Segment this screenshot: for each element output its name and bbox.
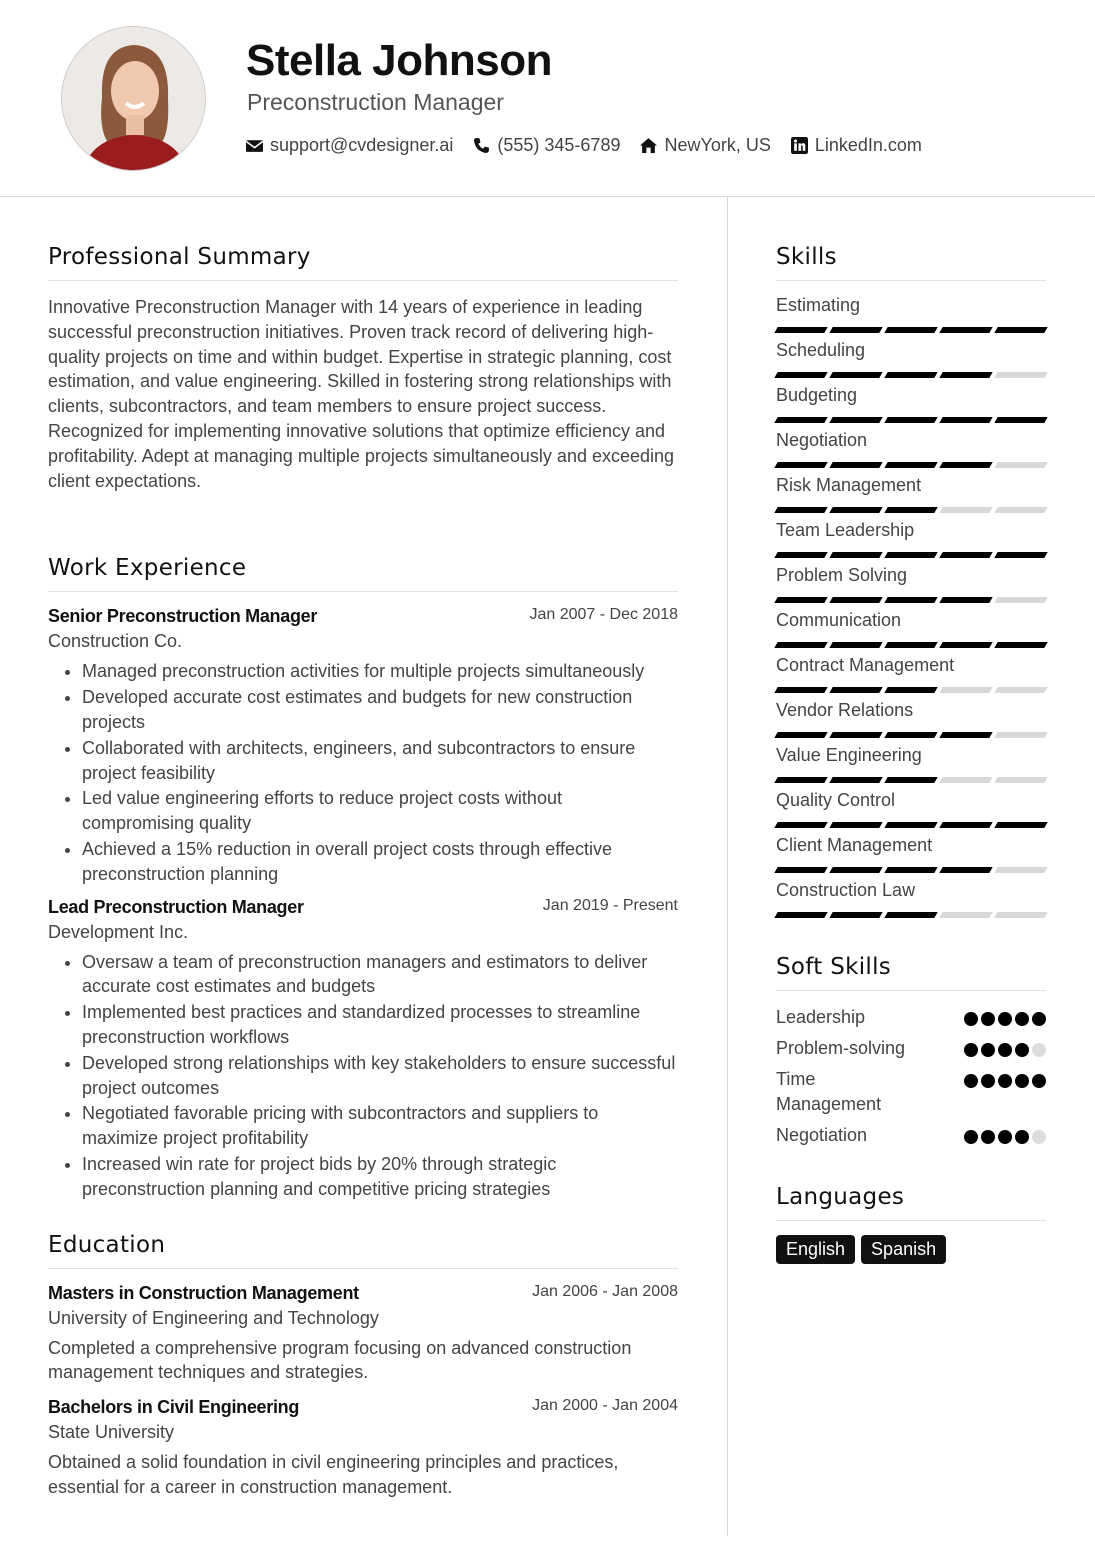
skill-level-bar: [776, 507, 1046, 513]
resume-header: [0, 0, 1095, 197]
skill-level-segment: [994, 822, 1047, 828]
skill-name: Risk Management: [776, 475, 922, 495]
rating-dot: [981, 1043, 995, 1057]
job-bullet: • Achieved a 15% reduction in overall project costs through effective preconstruction planning: [82, 837, 678, 887]
job-company: Development Inc.: [48, 921, 189, 942]
skill-name: Construction Law: [776, 880, 916, 900]
skill-level-segment: [994, 642, 1047, 648]
rating-dot: [964, 1130, 978, 1144]
rating-dot: [981, 1130, 995, 1144]
skill-level-segment: [884, 732, 937, 738]
rating-dot: [981, 1012, 995, 1026]
skill-level-segment: [829, 732, 882, 738]
job-company: Construction Co.: [48, 631, 183, 652]
education-description: Completed a comprehensive program focusing on advanced construction management techniques and strategies.: [48, 1337, 632, 1383]
skill-level-segment: [774, 417, 827, 423]
skill-name: Problem Solving: [776, 565, 908, 585]
skill-level-segment: [774, 507, 827, 513]
skill-item: [776, 610, 1046, 648]
skill-name: Budgeting: [776, 385, 858, 405]
skill-level-segment: [829, 687, 882, 693]
skill-level-segment: [939, 912, 992, 918]
skill-level-segment: [939, 372, 992, 378]
skill-level-segment: [994, 777, 1047, 783]
skill-item: [776, 880, 1046, 918]
rating-dot: [964, 1043, 978, 1057]
rating-dot: [1032, 1012, 1046, 1026]
skill-level-segment: [994, 462, 1047, 468]
job-dates: Jan 2019 - Present: [542, 896, 678, 914]
skill-level-segment: [829, 777, 882, 783]
skill-level-segment: [774, 912, 827, 918]
job-bullet: • Collaborated with architects, engineers, and subcontractors to ensure project feasibility: [82, 736, 678, 786]
summary-text: Innovative Preconstruction Manager with 14 years of experience in leading successful preconstruction initiatives. Proven track record of delivering high-quality projects on time and within budget. Expertise in strategic planning, cost estimation, and value engineering. Skilled in fostering strong relationships with clients, subcontractors, and team members to ensure project success. Recognized for implementing innovative solutions that optimize efficiency and profitability. Adept at managing multiple projects simultaneously and exceeding client expectations.: [48, 297, 675, 491]
skill-level-bar: [776, 642, 1046, 648]
rating-dot: [964, 1012, 978, 1026]
skill-level-segment: [829, 597, 882, 603]
skill-level-segment: [829, 417, 882, 423]
skill-item: [776, 520, 1046, 558]
skill-level-segment: [994, 912, 1047, 918]
job-bullet: • Managed preconstruction activities for multiple projects simultaneously: [82, 659, 678, 684]
section-heading: Soft Skills: [776, 954, 1046, 991]
job-bullet: • Developed strong relationships with key stakeholders to ensure successful project outcomes: [82, 1051, 678, 1101]
education-entry: [48, 1283, 678, 1386]
experience-section: [48, 555, 678, 1201]
skill-level-segment: [884, 372, 937, 378]
home-icon: [640, 137, 657, 154]
skill-name: Vendor Relations: [776, 700, 914, 720]
job-header: [48, 897, 678, 918]
job-bullet: • Oversaw a team of preconstruction managers and estimators to deliver accurate cost estimates and budgets: [82, 950, 678, 1000]
skill-level-segment: [939, 777, 992, 783]
sidebar-column: [776, 244, 1046, 1264]
skill-level-segment: [939, 822, 992, 828]
skill-level-segment: [939, 732, 992, 738]
skill-level-segment: [994, 417, 1047, 423]
skill-level-segment: [939, 867, 992, 873]
soft-skill-rating: [964, 1130, 1046, 1144]
skill-level-segment: [829, 867, 882, 873]
rating-dot: [998, 1074, 1012, 1088]
education-header: [48, 1283, 678, 1304]
skill-name: Negotiation: [776, 430, 868, 450]
phone-text: (555) 345-6789: [497, 135, 621, 155]
email-text: support@cvdesigner.ai: [270, 135, 454, 155]
candidate-name: Stella Johnson: [246, 36, 552, 85]
skill-level-bar: [776, 732, 1046, 738]
skill-level-segment: [939, 507, 992, 513]
skill-level-segment: [994, 597, 1047, 603]
skill-level-segment: [774, 867, 827, 873]
skill-item: [776, 475, 1046, 513]
section-heading: Work Experience: [48, 555, 678, 592]
education-dates: Jan 2006 - Jan 2008: [532, 1282, 678, 1300]
skill-name: Scheduling: [776, 340, 866, 360]
section-heading: Education: [48, 1232, 678, 1269]
job-bullet: • Developed accurate cost estimates and budgets for new construction projects: [82, 685, 678, 735]
skill-level-bar: [776, 372, 1046, 378]
skill-level-segment: [774, 642, 827, 648]
skill-level-segment: [884, 462, 937, 468]
job-bullet: • Led value engineering efforts to reduce project costs without compromising quality: [82, 786, 678, 836]
skill-name: Client Management: [776, 835, 933, 855]
education-section: [48, 1232, 678, 1500]
section-heading: Languages: [776, 1184, 1046, 1221]
linkedin-text: LinkedIn.com: [814, 135, 922, 155]
skill-level-bar: [776, 777, 1046, 783]
skill-item: [776, 655, 1046, 693]
skill-level-segment: [829, 462, 882, 468]
job-bullet: • Negotiated favorable pricing with subcontractors and suppliers to maximize project profitability: [82, 1101, 678, 1151]
skill-level-segment: [994, 327, 1047, 333]
soft-skill-item: [776, 1067, 1046, 1117]
candidate-title: Preconstruction Manager: [247, 89, 504, 115]
job-title: Lead Preconstruction Manager: [48, 896, 304, 917]
job-title: Senior Preconstruction Manager: [48, 606, 318, 627]
soft-skill-name: Time Management: [776, 1069, 882, 1114]
skill-level-bar: [776, 867, 1046, 873]
rating-dot: [981, 1074, 995, 1088]
skill-level-segment: [884, 777, 937, 783]
soft-skill-name: Problem-solving: [776, 1038, 906, 1058]
skill-level-bar: [776, 687, 1046, 693]
languages-section: [776, 1184, 1046, 1264]
skill-level-bar: [776, 327, 1046, 333]
rating-dot: [964, 1074, 978, 1088]
skill-level-segment: [774, 372, 827, 378]
skill-level-segment: [774, 597, 827, 603]
soft-skill-name: Leadership: [776, 1007, 866, 1027]
skill-level-segment: [829, 912, 882, 918]
job-bullets: [48, 659, 678, 886]
rating-dot: [1032, 1074, 1046, 1088]
skill-level-segment: [939, 597, 992, 603]
location-text: NewYork, US: [664, 135, 771, 155]
job-entry: [48, 606, 678, 886]
soft-skill-rating: [964, 1012, 1046, 1026]
skill-level-segment: [774, 777, 827, 783]
contact-email[interactable]: [246, 135, 453, 156]
phone-icon: [473, 137, 490, 154]
rating-dot: [1032, 1043, 1046, 1057]
contact-phone[interactable]: [473, 135, 620, 156]
job-header: [48, 606, 678, 627]
skill-level-segment: [829, 507, 882, 513]
skill-name: Estimating: [776, 295, 861, 315]
skill-level-segment: [939, 642, 992, 648]
skill-item: [776, 835, 1046, 873]
rating-dot: [998, 1130, 1012, 1144]
soft-skill-rating: [964, 1074, 1046, 1088]
envelope-icon: [246, 137, 263, 154]
skill-level-bar: [776, 822, 1046, 828]
rating-dot: [1015, 1043, 1029, 1057]
skill-name: Contract Management: [776, 655, 955, 675]
education-dates: Jan 2000 - Jan 2004: [532, 1397, 678, 1415]
job-bullets: [48, 950, 678, 1202]
degree: Bachelors in Civil Engineering: [48, 1397, 300, 1418]
skill-level-segment: [774, 552, 827, 558]
skill-level-segment: [994, 507, 1047, 513]
education-description: Obtained a solid foundation in civil engineering principles and practices, essential for a career in construction management.: [48, 1452, 619, 1497]
skill-level-bar: [776, 417, 1046, 423]
skill-level-segment: [829, 552, 882, 558]
skill-item: [776, 565, 1046, 603]
skill-level-segment: [884, 507, 937, 513]
contact-location: [640, 135, 770, 156]
skill-level-segment: [994, 372, 1047, 378]
soft-skills-section: [776, 954, 1046, 1148]
skill-level-segment: [829, 327, 882, 333]
contact-list: [246, 135, 922, 156]
skill-level-bar: [776, 462, 1046, 468]
language-tag: English: [776, 1235, 855, 1264]
column-divider: [727, 197, 728, 1536]
skill-level-segment: [939, 462, 992, 468]
skill-level-segment: [884, 867, 937, 873]
skill-level-segment: [829, 642, 882, 648]
skill-item: [776, 745, 1046, 783]
skill-level-segment: [829, 822, 882, 828]
skill-level-segment: [884, 327, 937, 333]
skill-level-segment: [994, 552, 1047, 558]
school: University of Engineering and Technology: [48, 1307, 379, 1328]
job-entry: [48, 897, 678, 1202]
skill-level-segment: [939, 327, 992, 333]
rating-dot: [1015, 1012, 1029, 1026]
skills-section: [776, 244, 1046, 918]
skill-level-segment: [884, 687, 937, 693]
soft-skill-item: [776, 1123, 1046, 1148]
skill-name: Quality Control: [776, 790, 896, 810]
skill-item: [776, 385, 1046, 423]
skill-level-segment: [939, 552, 992, 558]
skill-name: Team Leadership: [776, 520, 915, 540]
rating-dot: [998, 1043, 1012, 1057]
skill-level-segment: [994, 732, 1047, 738]
rating-dot: [1015, 1130, 1029, 1144]
rating-dot: [1015, 1074, 1029, 1088]
rating-dot: [998, 1012, 1012, 1026]
education-header: [48, 1397, 678, 1418]
skill-level-segment: [884, 552, 937, 558]
education-entry: [48, 1397, 678, 1500]
skill-level-segment: [774, 462, 827, 468]
skill-level-segment: [939, 417, 992, 423]
rating-dot: [1032, 1130, 1046, 1144]
skill-name: Communication: [776, 610, 902, 630]
job-bullet: • Increased win rate for project bids by 20% through strategic preconstruction planning and competitive pricing strategies: [82, 1152, 678, 1202]
skill-level-segment: [829, 372, 882, 378]
profile-photo: [61, 26, 206, 171]
soft-skill-item: [776, 1005, 1046, 1030]
skill-level-segment: [884, 417, 937, 423]
skill-item: [776, 790, 1046, 828]
section-heading: Professional Summary: [48, 244, 678, 281]
skill-level-segment: [774, 732, 827, 738]
skill-level-segment: [994, 687, 1047, 693]
skill-item: [776, 340, 1046, 378]
skill-level-segment: [884, 597, 937, 603]
language-tag: Spanish: [861, 1235, 946, 1264]
soft-skill-item: [776, 1036, 1046, 1061]
soft-skill-rating: [964, 1043, 1046, 1057]
skill-level-segment: [994, 867, 1047, 873]
skill-level-bar: [776, 552, 1046, 558]
skill-level-bar: [776, 912, 1046, 918]
job-dates: Jan 2007 - Dec 2018: [529, 606, 678, 624]
skill-level-bar: [776, 597, 1046, 603]
job-bullet: • Implemented best practices and standardized processes to streamline preconstruction workflows: [82, 1000, 678, 1050]
skill-level-segment: [884, 912, 937, 918]
skill-item: [776, 700, 1046, 738]
degree: Masters in Construction Management: [48, 1282, 359, 1303]
skill-level-segment: [884, 822, 937, 828]
skill-level-segment: [774, 822, 827, 828]
skill-name: Value Engineering: [776, 745, 922, 765]
soft-skill-name: Negotiation: [776, 1125, 868, 1145]
school: State University: [48, 1422, 175, 1443]
skill-item: [776, 430, 1046, 468]
linkedin-icon: [791, 137, 808, 154]
skill-level-segment: [774, 327, 827, 333]
contact-linkedin[interactable]: [791, 135, 922, 156]
main-column: [48, 244, 678, 1550]
skill-level-segment: [884, 642, 937, 648]
skill-level-segment: [939, 687, 992, 693]
section-heading: Skills: [776, 244, 1046, 281]
summary-section: [48, 244, 678, 493]
skill-item: [776, 295, 1046, 333]
skill-level-segment: [774, 687, 827, 693]
